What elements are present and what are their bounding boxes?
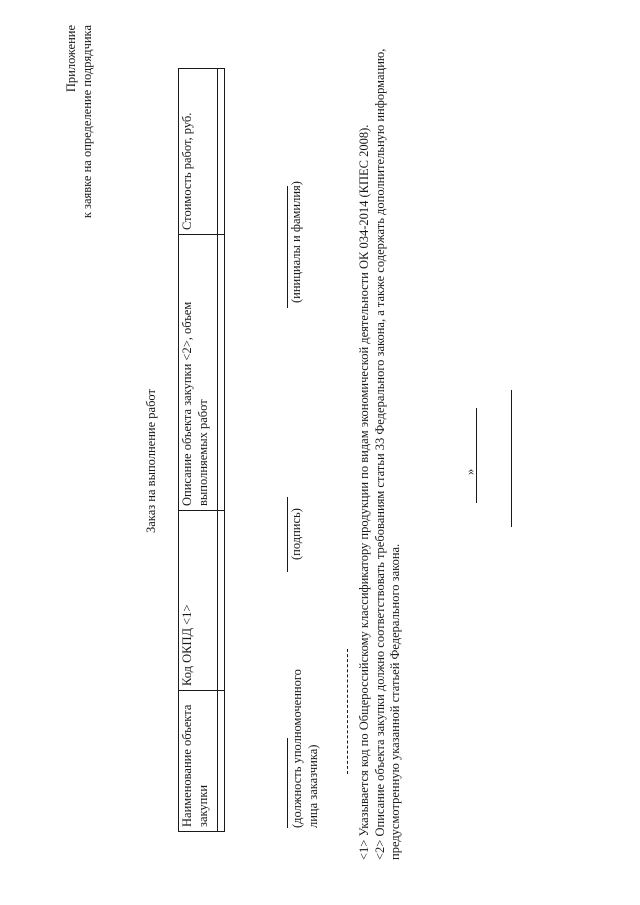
name-signature-line (287, 186, 288, 308)
position-signature-line (287, 738, 288, 828)
header-object-name: Наименование объекта закупки (179, 691, 218, 832)
header-object-description: Описание объекта закупки <2>, объем выполняемых работ (179, 235, 218, 511)
table-row (218, 69, 225, 832)
header-okpd-code: Код ОКПД <1> (179, 511, 218, 691)
footnote-1: <1> Указывается код по Общероссийскому классификатору продукции по видам экономической деятельности ОК 034-2014 (КПЕС 2008). (357, 124, 371, 860)
table-header-row (179, 69, 218, 832)
table-cell (218, 235, 225, 511)
table-cell (218, 69, 225, 235)
name-caption: (инициалы и фамилия) (289, 181, 303, 303)
date-month-line (511, 390, 512, 527)
table-cell (218, 511, 225, 691)
footnote-2: <2> Описание объекта закупки должно соответствовать требованиям статьи 33 Федерального закона, а также содержать дополнительную информацию, предусмотренную указанной статьей Федерального закона. (372, 48, 403, 860)
signature-line (287, 497, 288, 572)
footnote-separator-line (347, 649, 348, 774)
date-day-line (476, 408, 477, 503)
signature-caption: (подпись) (289, 508, 303, 560)
order-table (178, 68, 225, 832)
footnotes (357, 42, 404, 860)
date-closing-quote: » (463, 468, 477, 475)
position-caption: (должность уполномоченного лица заказчика) (290, 669, 321, 828)
appendix-heading-line2: к заявке на определение подрядчика (79, 25, 94, 219)
table-cell (218, 691, 225, 832)
document-title: Заказ на выполнение работ (144, 389, 158, 533)
appendix-heading (64, 25, 95, 307)
appendix-heading-line1: Приложение (64, 25, 78, 93)
header-work-cost: Стоимость работ, руб. (179, 69, 218, 235)
